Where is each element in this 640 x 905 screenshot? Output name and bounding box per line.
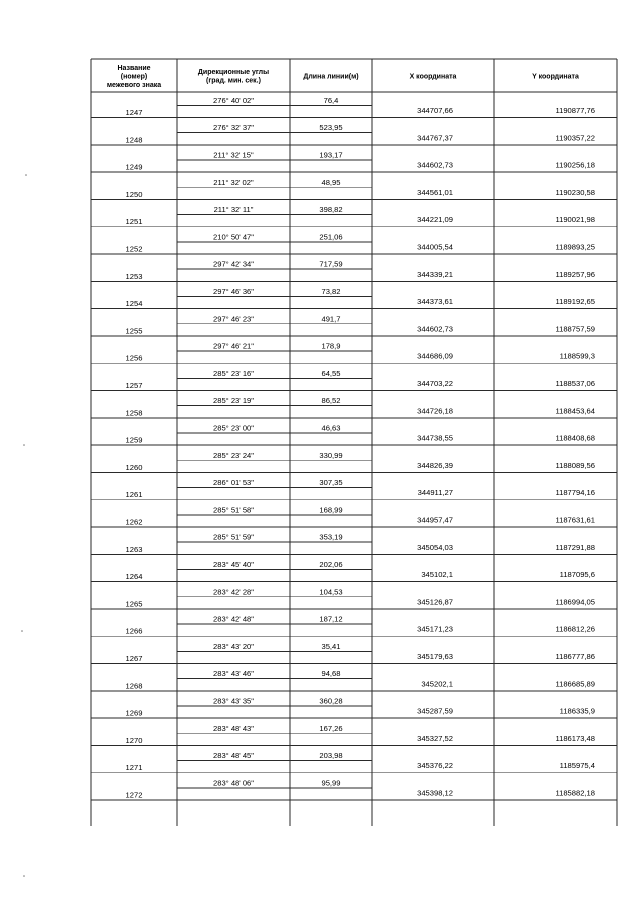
x-coordinate: 345327,52 [417, 733, 453, 743]
y-coordinate: 1186812,26 [555, 624, 595, 634]
line-length: 104,53 [319, 587, 343, 597]
y-coordinate: 1190230,58 [555, 187, 595, 197]
y-coordinate: 1187291,88 [555, 542, 595, 552]
direction-angle: 285° 23' 00" [213, 423, 254, 433]
direction-angle: 283° 42' 48" [213, 614, 254, 624]
x-coordinate: 345102,1 [421, 570, 453, 580]
y-coordinate: 1190256,18 [555, 160, 595, 170]
direction-angle: 297° 46' 21" [213, 341, 254, 351]
point-name: 1255 [125, 326, 143, 336]
point-name: 1269 [125, 708, 143, 718]
point-name: 1259 [125, 435, 143, 445]
line-length: 491,7 [321, 314, 341, 324]
x-coordinate: 344561,01 [417, 187, 453, 197]
y-coordinate: 1190357,22 [555, 133, 595, 143]
direction-angle: 283° 42' 28" [213, 587, 254, 597]
header-text: (номер) [120, 73, 148, 81]
header-text: (град. мин. сек.) [206, 77, 261, 85]
direction-angle: 285° 51' 58" [213, 505, 254, 515]
line-length: 168,99 [319, 505, 343, 515]
y-coordinate: 1189192,65 [555, 297, 595, 307]
y-coordinate: 1185882,18 [555, 788, 595, 798]
line-length: 203,98 [319, 751, 343, 761]
y-coordinate: 1187631,61 [555, 515, 595, 525]
point-name: 1265 [125, 599, 143, 609]
x-coordinate: 344339,21 [417, 269, 453, 279]
line-length: 202,06 [319, 559, 343, 569]
y-coordinate: 1186685,89 [555, 679, 595, 689]
scan-speck [25, 174, 27, 176]
point-name: 1253 [125, 271, 143, 281]
direction-angle: 297° 42' 34" [213, 259, 254, 269]
direction-angle: 211° 32' 02" [213, 177, 254, 187]
direction-angle: 276° 32' 37" [213, 123, 254, 133]
line-length: 178,9 [321, 341, 341, 351]
x-coordinate: 345398,12 [417, 788, 453, 798]
line-length: 307,35 [319, 478, 343, 488]
x-coordinate: 344602,73 [417, 324, 453, 334]
direction-angle: 297° 46' 36" [213, 286, 254, 296]
header-text: X координата [409, 73, 457, 81]
direction-angle: 283° 48' 45" [213, 751, 254, 761]
line-length: 353,19 [319, 532, 343, 542]
point-name: 1251 [125, 217, 143, 227]
line-length: 35,41 [321, 641, 341, 651]
line-length: 330,99 [319, 450, 343, 460]
point-name: 1248 [125, 135, 143, 145]
scan-speck [23, 875, 25, 877]
y-coordinate: 1189893,25 [555, 242, 595, 252]
direction-angle: 286° 01' 53" [213, 478, 254, 488]
point-name: 1257 [125, 381, 143, 390]
direction-angle: 283° 43' 46" [213, 669, 254, 679]
point-name: 1267 [125, 654, 143, 663]
y-coordinate: 1188599,3 [559, 351, 595, 361]
y-coordinate: 1188537,06 [555, 379, 595, 388]
line-length: 46,63 [321, 423, 341, 433]
point-name: 1247 [125, 108, 143, 117]
y-coordinate: 1188757,59 [555, 324, 595, 334]
line-length: 167,26 [319, 723, 343, 733]
direction-angle: 297° 46' 23" [213, 314, 254, 324]
y-coordinate: 1189257,96 [555, 269, 595, 279]
x-coordinate: 345179,63 [417, 652, 453, 661]
point-name: 1250 [125, 189, 143, 199]
point-name: 1271 [125, 763, 143, 773]
header-text: Длина линии(м) [303, 73, 359, 81]
x-coordinate: 344602,73 [417, 160, 453, 170]
line-length: 95,99 [321, 778, 341, 788]
line-length: 94,68 [321, 669, 341, 679]
y-coordinate: 1187095,6 [559, 570, 595, 580]
point-name: 1252 [125, 244, 143, 254]
x-coordinate: 344911,27 [417, 488, 453, 498]
x-coordinate: 345171,23 [417, 624, 453, 634]
y-coordinate: 1190021,98 [555, 215, 595, 225]
direction-angle: 285° 23' 19" [213, 396, 254, 406]
point-name: 1254 [125, 299, 143, 309]
x-coordinate: 345202,1 [421, 679, 453, 689]
y-coordinate: 1188089,56 [555, 460, 595, 470]
direction-angle: 210° 50' 47" [213, 232, 254, 242]
y-coordinate: 1186777,86 [555, 652, 595, 661]
direction-angle: 285° 23' 24" [213, 450, 254, 460]
x-coordinate: 344686,09 [417, 351, 453, 361]
x-coordinate: 345054,03 [417, 542, 453, 552]
x-coordinate: 345287,59 [417, 706, 453, 716]
x-coordinate: 344738,55 [417, 433, 453, 443]
point-name: 1264 [125, 572, 143, 582]
y-coordinate: 1188453,64 [555, 406, 595, 416]
point-name: 1272 [125, 790, 143, 800]
point-name: 1262 [125, 517, 143, 527]
direction-angle: 211° 32' 11" [213, 205, 254, 215]
direction-angle: 276° 40' 02" [213, 95, 254, 105]
direction-angle: 283° 43' 35" [213, 696, 254, 706]
point-name: 1256 [125, 353, 143, 363]
x-coordinate: 344703,22 [417, 379, 453, 388]
header-text: межевого знака [106, 81, 162, 89]
point-name: 1268 [125, 681, 143, 691]
line-length: 73,82 [321, 286, 341, 296]
y-coordinate: 1185975,4 [559, 761, 595, 771]
x-coordinate: 344726,18 [417, 406, 453, 416]
x-coordinate: 344826,39 [417, 460, 453, 470]
x-coordinate: 344373,61 [417, 297, 453, 307]
line-length: 76,4 [323, 95, 339, 105]
header-text: Дирекционные углы [197, 69, 270, 76]
y-coordinate: 1188408,68 [555, 433, 595, 443]
scan-speck [23, 444, 25, 446]
x-coordinate: 345126,87 [417, 597, 453, 607]
point-name: 1258 [125, 408, 143, 418]
line-length: 717,59 [319, 259, 343, 269]
line-length: 48,95 [321, 177, 341, 187]
x-coordinate: 344767,37 [417, 133, 453, 143]
x-coordinate: 344221,09 [417, 215, 453, 225]
direction-angle: 283° 43' 20" [213, 641, 254, 651]
header-text: Название [117, 64, 151, 72]
point-name: 1249 [125, 162, 143, 172]
x-coordinate: 345376,22 [417, 761, 453, 771]
point-name: 1263 [125, 544, 143, 554]
line-length: 398,82 [319, 205, 343, 215]
header-text: Y координата [532, 73, 579, 81]
line-length: 523,95 [319, 123, 343, 133]
point-name: 1270 [125, 735, 143, 745]
line-length: 193,17 [319, 150, 343, 160]
direction-angle: 285° 23' 16" [213, 368, 254, 378]
x-coordinate: 344707,66 [417, 106, 453, 115]
scan-speck [21, 630, 23, 632]
line-length: 64,55 [321, 368, 341, 378]
direction-angle: 285° 51' 59" [213, 532, 254, 542]
direction-angle: 283° 45' 40" [213, 559, 254, 569]
line-length: 360,28 [319, 696, 343, 706]
y-coordinate: 1186994,05 [555, 597, 595, 607]
point-name: 1260 [125, 462, 143, 472]
x-coordinate: 344957,47 [417, 515, 453, 525]
point-name: 1266 [125, 626, 143, 636]
direction-angle: 283° 48' 06" [213, 778, 254, 788]
y-coordinate: 1186335,9 [559, 706, 595, 716]
direction-angle: 211° 32' 15" [213, 150, 254, 160]
y-coordinate: 1187794,16 [555, 488, 595, 498]
line-length: 251,06 [319, 232, 343, 242]
y-coordinate: 1186173,48 [555, 733, 595, 743]
line-length: 187,12 [319, 614, 343, 624]
point-name: 1261 [125, 490, 143, 500]
line-length: 86,52 [321, 396, 341, 406]
x-coordinate: 344005,54 [417, 242, 453, 252]
y-coordinate: 1190877,76 [555, 106, 595, 115]
direction-angle: 283° 48' 43" [213, 723, 254, 733]
